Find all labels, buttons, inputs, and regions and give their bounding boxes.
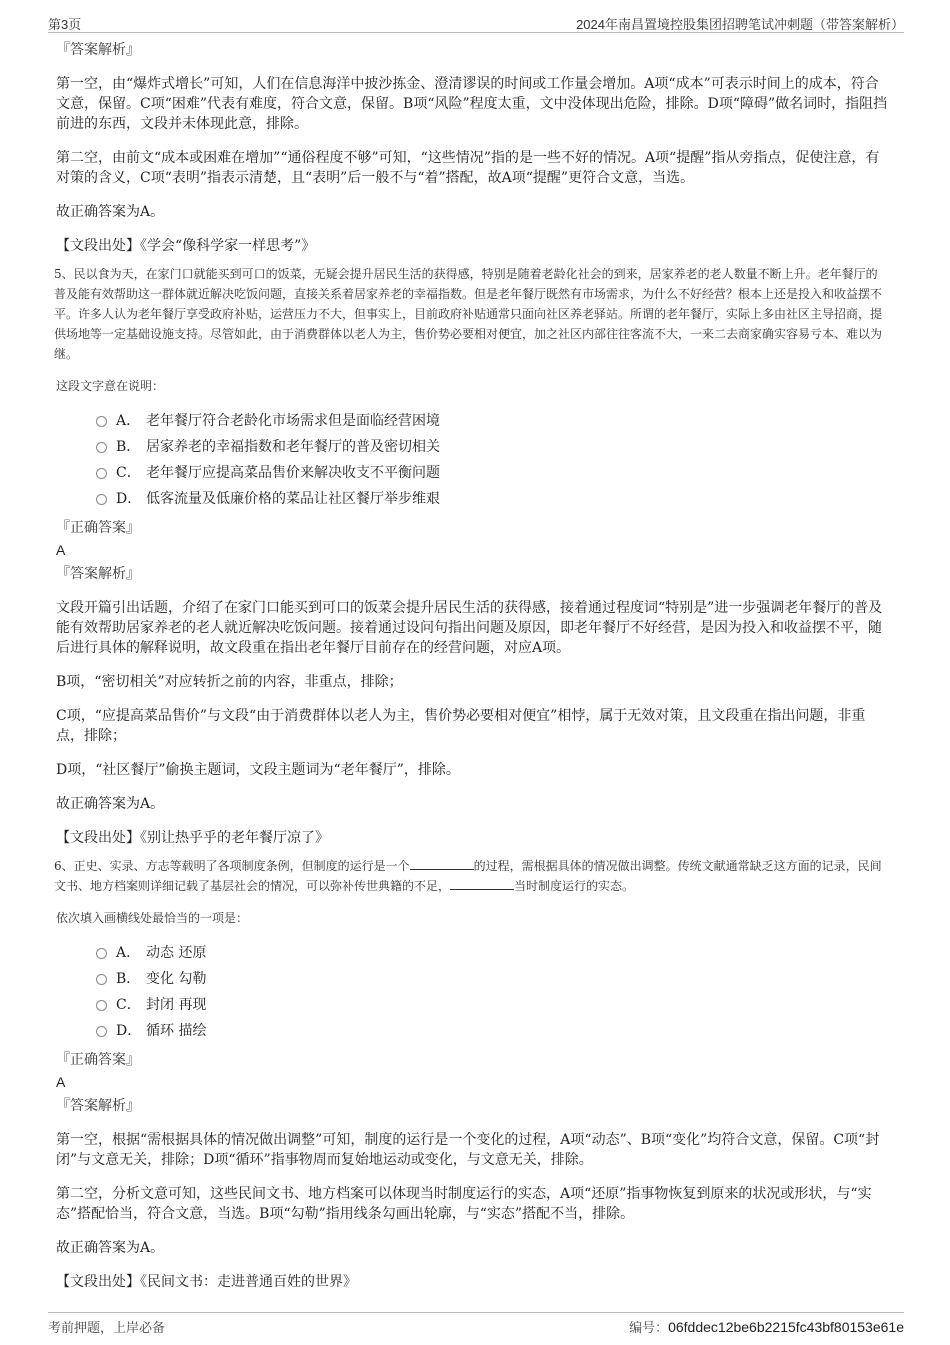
conclusion: 故正确答案为A。 [56,1240,165,1256]
analysis-paragraph: 第一空，由“爆炸式增长”可知，人们在信息海洋中披沙拣金、澄清谬误的时间或工作量会增加。A项“成本”可表示时间上的成本，符合文意，保留。C项“困难”代表有难度，符合文意，保留。B项“风险”程度太重，文中没体现出危险，排除。D项“障碍”做名词时，指阻挡前进的东西，文段并未体现此意，排除。 [56,76,888,132]
option-d[interactable]: D． 循环 描绘 [96,1018,888,1044]
question-5-options [56,408,888,512]
fill-blank [450,877,514,890]
option-b[interactable]: B． 变化 勾勒 [96,966,888,992]
radio-icon[interactable] [96,1026,107,1037]
page-header [48,12,904,33]
analysis-paragraph: 第二空，由前文“成本或困难在增加”“通俗程度不够”可知，“这些情况”指的是一些不好的情况。A项“提醒”指从旁指点，促使注意，有对策的含义，C项“表明”指表示清楚，且“表明”后一般不与“着”搭配，故A项“提醒”更符合文意，当选。 [56,150,880,186]
analysis-paragraph: C项，“应提高菜品售价”与文段“由于消费群体以老人为主，售价势必要相对便宜”相悖，属于无效对策，且文段重在指出问题，非重点，排除； [56,708,866,744]
document-title: 2024年南昌置境控股集团招聘笔试冲刺题（带答案解析） [576,17,904,32]
analysis-label: 『答案解析』 [56,1098,140,1114]
analysis-label: 『答案解析』 [56,566,140,582]
radio-icon[interactable] [96,494,107,505]
correct-answer-label: 『正确答案』 [56,520,140,536]
radio-icon[interactable] [96,948,107,959]
footer-slogan: 考前押题，上岸必备 [48,1320,166,1335]
analysis-paragraph: 文段开篇引出话题，介绍了在家门口能买到可口的饭菜会提升居民生活的获得感，接着通过程度词“特别是”进一步强调老年餐厅的普及能有效帮助居家养老的老人就近解决吃饭问题。接着通过设问句指出问题及原因，即老年餐厅不好经营，是因为投入和收益摆不平，随后进行具体的解释说明，故文段重在指出老年餐厅目前存在的经营问题，对应A项。 [56,600,883,656]
option-a[interactable]: A． 动态 还原 [96,940,888,966]
source-citation: 【文段出处】《学会“像科学家一样思考”》 [56,238,316,254]
conclusion: 故正确答案为A。 [56,796,165,812]
fill-blank [410,857,474,870]
page-number: 第3页 [48,17,82,32]
page-footer [48,1312,904,1335]
source-citation: 【文段出处】《别让热乎乎的老年餐厅凉了》 [56,830,329,846]
source-citation: 【文段出处】《民间文书：走进普通百姓的世界》 [56,1274,357,1290]
option-d[interactable]: D． 低客流量及低廉价格的菜品让社区餐厅举步维艰 [96,486,888,512]
conclusion: 故正确答案为A。 [56,204,165,220]
radio-icon[interactable] [96,442,107,453]
analysis-paragraph: B项，“密切相关”对应转折之前的内容，非重点，排除； [56,674,403,690]
document-body [56,40,888,1300]
question-6-text: 6、正史、实录、方志等载明了各项制度条例，但制度的运行是一个 的过程，需根据具体的情况做出调整。传统文献通常缺乏这方面的记录，民间文书、地方档案则详细记载了基层社会的情况，可以弥补传世典籍的不足， 当时制度运行的实态。 [54,859,882,893]
option-a[interactable]: A． 老年餐厅符合老龄化市场需求但是面临经营困境 [96,408,888,434]
document-code: 编号：06fddec12be6b2215fc43bf80153e61e [629,1319,904,1335]
option-c[interactable]: C． 老年餐厅应提高菜品售价来解决收支不平衡问题 [96,460,888,486]
question-6-options [56,940,888,1044]
analysis-paragraph: D项，“社区餐厅”偷换主题词，文段主题词为“老年餐厅”，排除。 [56,762,460,778]
option-b[interactable]: B． 居家养老的幸福指数和老年餐厅的普及密切相关 [96,434,888,460]
radio-icon[interactable] [96,468,107,479]
radio-icon[interactable] [96,1000,107,1011]
question-5-prompt: 这段文字意在说明： [56,379,165,393]
question-6-prompt: 依次填入画横线处最恰当的一项是： [56,911,249,925]
option-c[interactable]: C． 封闭 再现 [96,992,888,1018]
correct-answer: A [56,1074,66,1090]
radio-icon[interactable] [96,416,107,427]
analysis-label: 『答案解析』 [56,42,140,58]
question-5-text: 5、民以食为天，在家门口就能买到可口的饭菜，无疑会提升居民生活的获得感，特别是随着老龄化社会的到来，居家养老的老人数量不断上升。老年餐厅的普及能有效帮助这一群体就近解决吃饭问题，直接关系着居家养老的幸福指数。但是老年餐厅既然有市场需求，为什么不好经营？根本上还是投入和收益摆不平。许多人认为老年餐厅享受政府补贴，运营压力不大，但事实上，目前政府补贴通常只面向社区养老驿站。所谓的老年餐厅，实际上多由社区主导招商，提供场地等一定基础设施支持。尽管如此，由于消费群体以老人为主，售价势必要相对便宜，加之社区内部往往客流不大，一来二去商家确实容易亏本、难以为继。 [54,267,883,361]
analysis-paragraph: 第二空，分析文意可知，这些民间文书、地方档案可以体现当时制度运行的实态，A项“还原”指事物恢复到原来的状况或形状，与“实态”搭配恰当，符合文意，当选。B项“勾勒”指用线条勾画出轮廓，与“实态”搭配不当，排除。 [56,1186,872,1222]
correct-answer: A [56,542,66,558]
analysis-paragraph: 第一空，根据“需根据具体的情况做出调整”可知，制度的运行是一个变化的过程，A项“动态”、B项“变化”均符合文意，保留。C项“封闭”与文意无关，排除；D项“循环”指事物周而复始地运动或变化，与文意无关，排除。 [56,1132,880,1168]
correct-answer-label: 『正确答案』 [56,1052,140,1068]
radio-icon[interactable] [96,974,107,985]
